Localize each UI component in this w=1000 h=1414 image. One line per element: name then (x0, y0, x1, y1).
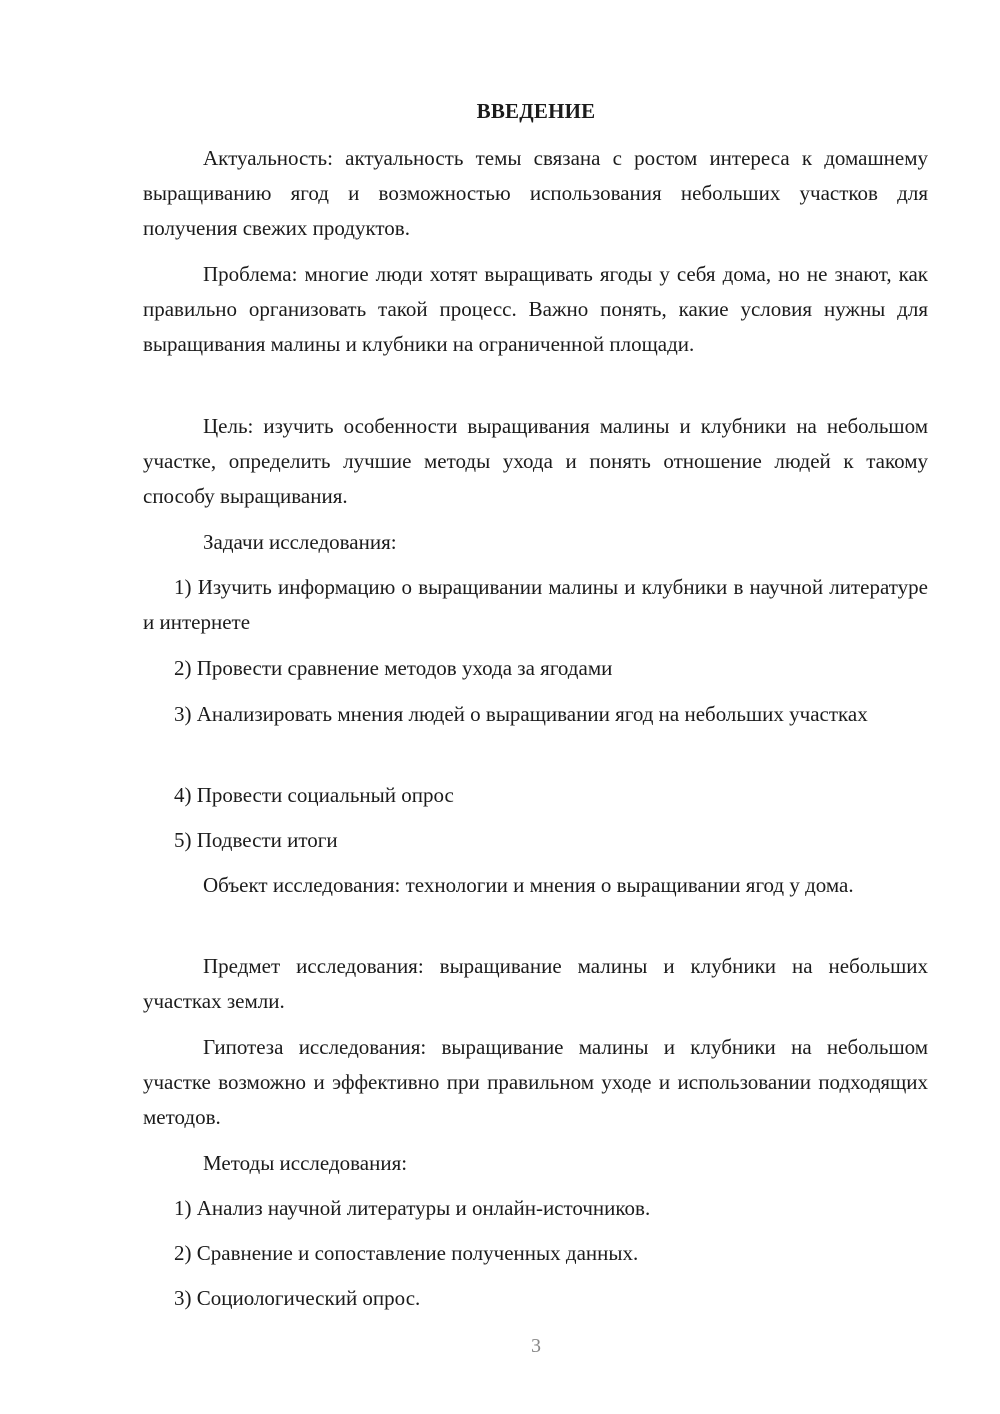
task-item-4: 4) Провести социальный опрос (174, 783, 454, 807)
method-item-2: 2) Сравнение и сопоставление полученных данных. (174, 1241, 639, 1265)
method-item-3: 3) Социологический опрос. (174, 1286, 421, 1310)
problem-paragraph: Проблема: многие люди хотят выращивать ягоды у себя дома, но не знают, как правильно организовать такой процесс. Важно понять, какие условия нужны для выращивания малины и клубники на ограниченной площади. (143, 262, 928, 356)
page-number: 3 (531, 1335, 541, 1357)
methods-heading: Методы исследования: (203, 1151, 408, 1175)
task-item-2: 2) Провести сравнение методов ухода за ягодами (174, 656, 613, 680)
section-title: ВВЕДЕНИЕ (476, 99, 596, 123)
goal-paragraph: Цель: изучить особенности выращивания малины и клубники на небольшом участке, определить лучшие методы ухода и понять отношение людей к такому способу выращивания. (143, 414, 928, 508)
hypothesis-paragraph: Гипотеза исследования: выращивание малины и клубники на небольшом участке возможно и эффективно при правильном уходе и использовании подходящих методов. (143, 1035, 928, 1129)
task-item-1: 1) Изучить информацию о выращивании малины и клубники в научной литературе и интернете (143, 575, 928, 634)
relevance-paragraph: Актуальность: актуальность темы связана с ростом интереса к домашнему выращиванию ягод и возможностью использования небольших участков для получения свежих продуктов. (143, 146, 928, 240)
task-item-5: 5) Подвести итоги (174, 828, 338, 852)
object-paragraph: Объект исследования: технологии и мнения о выращивании ягод у дома. (203, 873, 854, 897)
method-item-1: 1) Анализ научной литературы и онлайн-источников. (174, 1196, 651, 1220)
task-item-3: 3) Анализировать мнения людей о выращивании ягод на небольших участках (174, 702, 868, 726)
subject-paragraph: Предмет исследования: выращивание малины и клубники на небольших участках земли. (143, 954, 928, 1013)
tasks-heading: Задачи исследования: (203, 530, 397, 554)
